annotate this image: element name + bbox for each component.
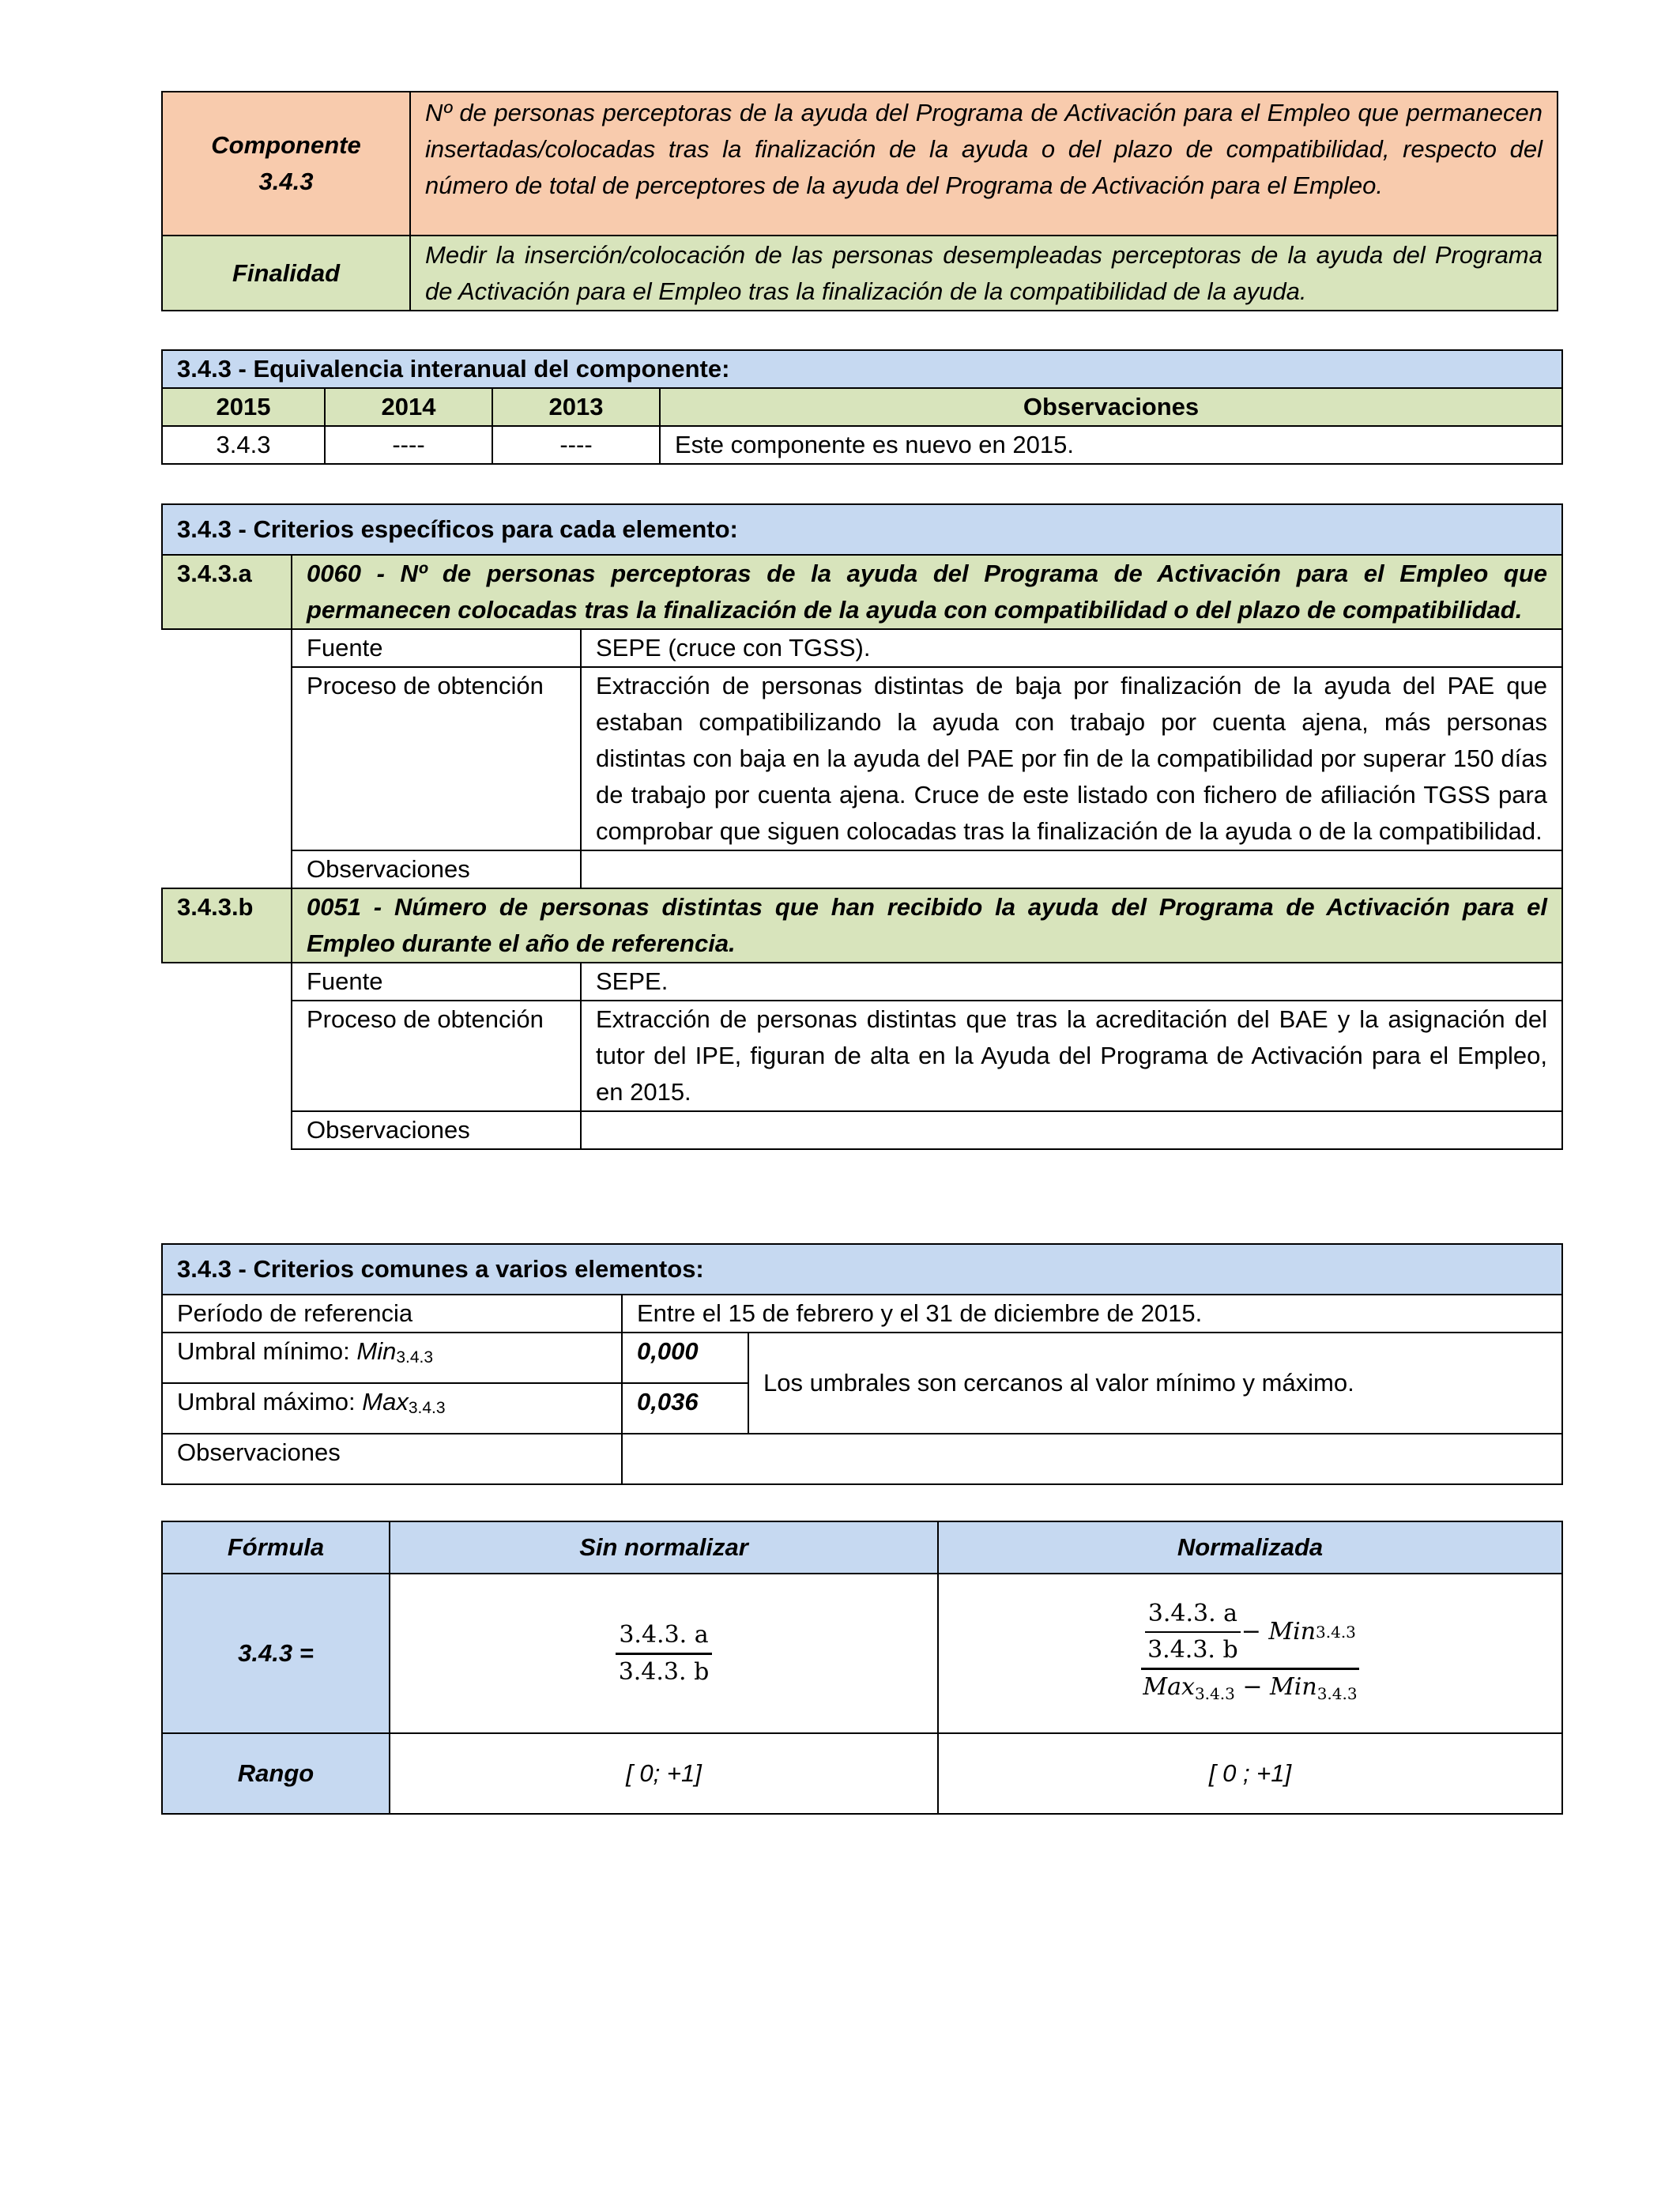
formula-norm-den-max: Max	[1143, 1672, 1195, 1701]
rango-normalizada: [ 0 ; +1]	[938, 1733, 1562, 1814]
element-b-spacer	[162, 963, 292, 1149]
formula-norm-inner-denominator: 3.4.3. b	[1147, 1635, 1238, 1664]
formula-norm-den-max-sub: 3.4.3	[1194, 1683, 1235, 1703]
umbral-maximo-label	[162, 1383, 622, 1434]
formula-header-normalizada: Normalizada	[938, 1521, 1562, 1574]
umbral-maximo-value: 0,036	[622, 1383, 748, 1434]
rango-sin-normalizar: [ 0; +1]	[390, 1733, 938, 1814]
formula-sin-denominator: 3.4.3. b	[618, 1657, 710, 1686]
equivalence-cell-2014: ----	[325, 426, 492, 464]
umbral-maximo-sub: 3.4.3	[408, 1399, 446, 1417]
umbral-minimo-text: Umbral mínimo:	[177, 1337, 357, 1365]
formula-norm-minus-min: − Min	[1241, 1617, 1317, 1646]
equivalence-title: 3.4.3 - Equivalencia interanual del componente:	[162, 350, 1562, 388]
element-a-proceso-label: Proceso de obtención	[292, 667, 581, 850]
formula-norm-inner-numerator: 3.4.3. a	[1145, 1598, 1241, 1633]
umbral-maximo-var: Max	[362, 1388, 409, 1416]
umbral-minimo-value: 0,000	[622, 1333, 748, 1383]
component-label-line1: Componente	[211, 131, 361, 159]
element-b-fuente-label: Fuente	[292, 963, 581, 1001]
formula-norm-den-min-sub: 3.4.3	[1317, 1683, 1358, 1703]
equivalence-header-2015: 2015	[162, 388, 325, 426]
component-label	[162, 92, 410, 236]
element-a-observaciones-label: Observaciones	[292, 850, 581, 888]
finalidad-text: Medir la inserción/colocación de las personas desempleadas perceptoras de la ayuda del Programa de Activación para el Empleo tras la finalización de la compatibilidad de la ayuda.	[410, 236, 1558, 311]
umbral-maximo-text: Umbral máximo:	[177, 1388, 363, 1416]
common-observaciones-label: Observaciones	[162, 1434, 622, 1484]
equivalence-table	[161, 349, 1563, 465]
element-a-fuente-label: Fuente	[292, 629, 581, 667]
element-b-title: 0051 - Número de personas distintas que han recibido la ayuda del Programa de Activación para el Empleo durante el año de referencia.	[292, 888, 1562, 963]
rango-label: Rango	[162, 1733, 390, 1814]
formula-norm-denominator	[1139, 1670, 1360, 1710]
formula-row-label: 3.4.3 =	[162, 1574, 390, 1733]
common-criteria-table	[161, 1243, 1563, 1485]
equivalence-header-observaciones: Observaciones	[660, 388, 1562, 426]
element-b-proceso-label: Proceso de obtención	[292, 1001, 581, 1111]
component-label-line2: 3.4.3	[258, 168, 314, 195]
equivalence-cell-2013: ----	[492, 426, 660, 464]
umbral-minimo-var: Min	[356, 1337, 397, 1365]
umbral-minimo-label	[162, 1333, 622, 1383]
formula-sin-normalizar	[390, 1574, 938, 1733]
component-table	[161, 91, 1558, 311]
specific-criteria-table	[161, 503, 1563, 1150]
element-a-title: 0060 - Nº de personas perceptoras de la ayuda del Programa de Activación para el Empleo que permanecen colocadas tras la finalización de la ayuda con compatibilidad o del plazo de compatibilidad.	[292, 555, 1562, 629]
element-b-code: 3.4.3.b	[162, 888, 292, 963]
component-description: Nº de personas perceptoras de la ayuda del Programa de Activación para el Empleo que permanecen insertadas/colocadas tras la finalización de la ayuda o del plazo de compatibilidad, respecto del número de total de perceptores de la ayuda del Programa de Activación para el Empleo.	[410, 92, 1558, 236]
equivalence-cell-observaciones: Este componente es nuevo en 2015.	[660, 426, 1562, 464]
element-b-observaciones	[581, 1111, 1562, 1149]
formula-norm-min-sub: 3.4.3	[1316, 1622, 1356, 1642]
formula-norm-numerator	[1141, 1598, 1359, 1670]
equivalence-cell-2015: 3.4.3	[162, 426, 325, 464]
element-a-fuente: SEPE (cruce con TGSS).	[581, 629, 1562, 667]
formula-norm-den-min: − Min	[1234, 1672, 1317, 1701]
element-a-proceso: Extracción de personas distintas de baja por finalización de la ayuda del PAE que estaban compatibilizando la ayuda con trabajo por cuenta ajena, más personas distintas con baja en la ayuda del PAE por fin de la compatibilidad por superar 150 días de trabajo por cuenta ajena. Cruce de este listado con fichero de afiliación TGSS para comprobar que siguen colocadas tras la finalización de la ayuda o de la compatibilidad.	[581, 667, 1562, 850]
element-a-observaciones	[581, 850, 1562, 888]
periodo-value: Entre el 15 de febrero y el 31 de diciembre de 2015.	[622, 1295, 1562, 1333]
formula-header-sin-normalizar: Sin normalizar	[390, 1521, 938, 1574]
formula-norm-fraction	[1139, 1598, 1360, 1710]
umbral-note: Los umbrales son cercanos al valor mínimo y máximo.	[748, 1333, 1562, 1434]
element-b-observaciones-label: Observaciones	[292, 1111, 581, 1149]
periodo-label: Período de referencia	[162, 1295, 622, 1333]
equivalence-header-2013: 2013	[492, 388, 660, 426]
formula-sin-fraction	[616, 1619, 713, 1688]
equivalence-header-2014: 2014	[325, 388, 492, 426]
element-a-spacer	[162, 629, 292, 888]
element-b-fuente: SEPE.	[581, 963, 1562, 1001]
formula-sin-numerator: 3.4.3. a	[616, 1619, 711, 1655]
common-criteria-title: 3.4.3 - Criterios comunes a varios elementos:	[162, 1244, 1562, 1295]
element-a-code: 3.4.3.a	[162, 555, 292, 629]
formula-normalizada	[938, 1574, 1562, 1733]
umbral-minimo-sub: 3.4.3	[396, 1348, 434, 1367]
formula-table	[161, 1521, 1563, 1815]
formula-norm-inner-fraction	[1144, 1598, 1241, 1666]
common-observaciones-value	[622, 1434, 1562, 1484]
finalidad-label: Finalidad	[162, 236, 410, 311]
element-b-proceso: Extracción de personas distintas que tras la acreditación del BAE y la asignación del tutor del IPE, figuran de alta en la Ayuda del Programa de Activación para el Empleo, en 2015.	[581, 1001, 1562, 1111]
specific-criteria-title: 3.4.3 - Criterios específicos para cada elemento:	[162, 504, 1562, 555]
formula-header-formula: Fórmula	[162, 1521, 390, 1574]
